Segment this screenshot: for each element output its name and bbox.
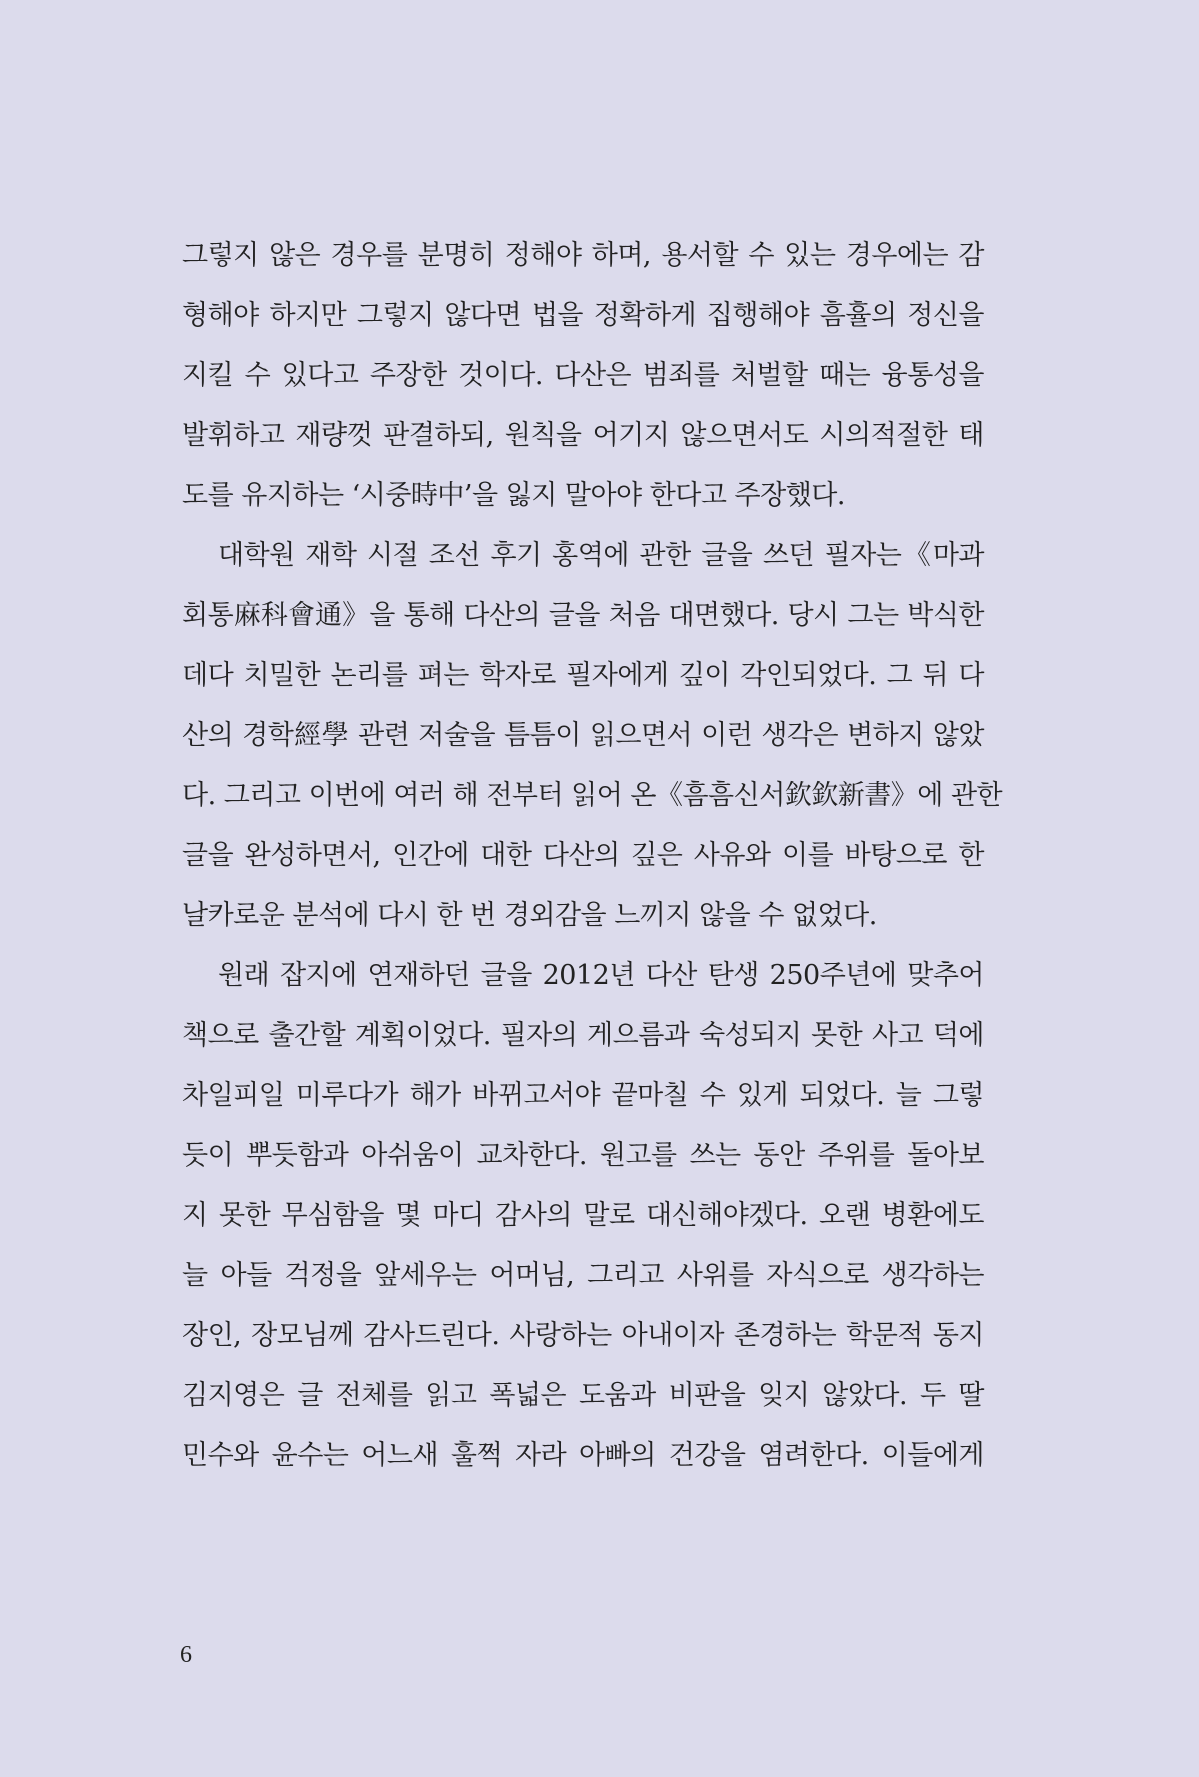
paragraph-2 — [182, 526, 1003, 946]
body-text — [182, 226, 1003, 1486]
text-line: 회통麻科會通》을 통해 다산의 글을 처음 대면했다. 당시 그는 박식한 — [182, 600, 984, 631]
text-line: 데다 치밀한 논리를 펴는 학자로 필자에게 깊이 각인되었다. 그 뒤 다 — [182, 660, 984, 691]
paragraph-3 — [182, 946, 984, 1486]
text-line: 발휘하고 재량껏 판결하되, 원칙을 어기지 않으면서도 시의적절한 태 — [182, 420, 984, 451]
text-line: 지 못한 무심함을 몇 마디 감사의 말로 대신해야겠다. 오랜 병환에도 — [182, 1200, 984, 1231]
text-line: 듯이 뿌듯함과 아쉬움이 교차한다. 원고를 쓰는 동안 주위를 돌아보 — [182, 1140, 984, 1171]
text-line: 산의 경학經學 관련 저술을 틈틈이 읽으면서 이런 생각은 변하지 않았 — [182, 720, 984, 751]
text-line: 원래 잡지에 연재하던 글을 2012년 다산 탄생 250주년에 맞추어 — [218, 960, 984, 991]
text-line: 글을 완성하면서, 인간에 대한 다산의 깊은 사유와 이를 바탕으로 한 — [182, 840, 984, 871]
page-number: 6 — [180, 1642, 192, 1668]
text-line: 장인, 장모님께 감사드린다. 사랑하는 아내이자 존경하는 학문적 동지 — [182, 1320, 984, 1351]
paragraph-1 — [182, 226, 984, 526]
text-line: 지킬 수 있다고 주장한 것이다. 다산은 범죄를 처벌할 때는 융통성을 — [182, 360, 984, 391]
text-line: 그렇지 않은 경우를 분명히 정해야 하며, 용서할 수 있는 경우에는 감 — [182, 240, 984, 271]
text-line: 날카로운 분석에 다시 한 번 경외감을 느끼지 않을 수 없었다. — [182, 900, 877, 931]
text-line: 다. 그리고 이번에 여러 해 전부터 읽어 온《흠흠신서欽欽新書》에 관한 — [182, 780, 1003, 811]
text-line: 형해야 하지만 그렇지 않다면 법을 정확하게 집행해야 흠휼의 정신을 — [182, 300, 984, 331]
text-line: 늘 아들 걱정을 앞세우는 어머님, 그리고 사위를 자식으로 생각하는 — [182, 1260, 984, 1291]
text-line: 책으로 출간할 계획이었다. 필자의 게으름과 숙성되지 못한 사고 덕에 — [182, 1020, 984, 1051]
text-line: 김지영은 글 전체를 읽고 폭넓은 도움과 비판을 잊지 않았다. 두 딸 — [182, 1380, 984, 1411]
text-line: 민수와 윤수는 어느새 훌쩍 자라 아빠의 건강을 염려한다. 이들에게 — [182, 1440, 984, 1471]
text-line: 대학원 재학 시절 조선 후기 홍역에 관한 글을 쓰던 필자는《마과 — [218, 540, 984, 571]
text-line: 도를 유지하는 ‘시중時中’을 잃지 말아야 한다고 주장했다. — [182, 480, 845, 511]
text-line: 차일피일 미루다가 해가 바뀌고서야 끝마칠 수 있게 되었다. 늘 그렇 — [182, 1080, 984, 1111]
